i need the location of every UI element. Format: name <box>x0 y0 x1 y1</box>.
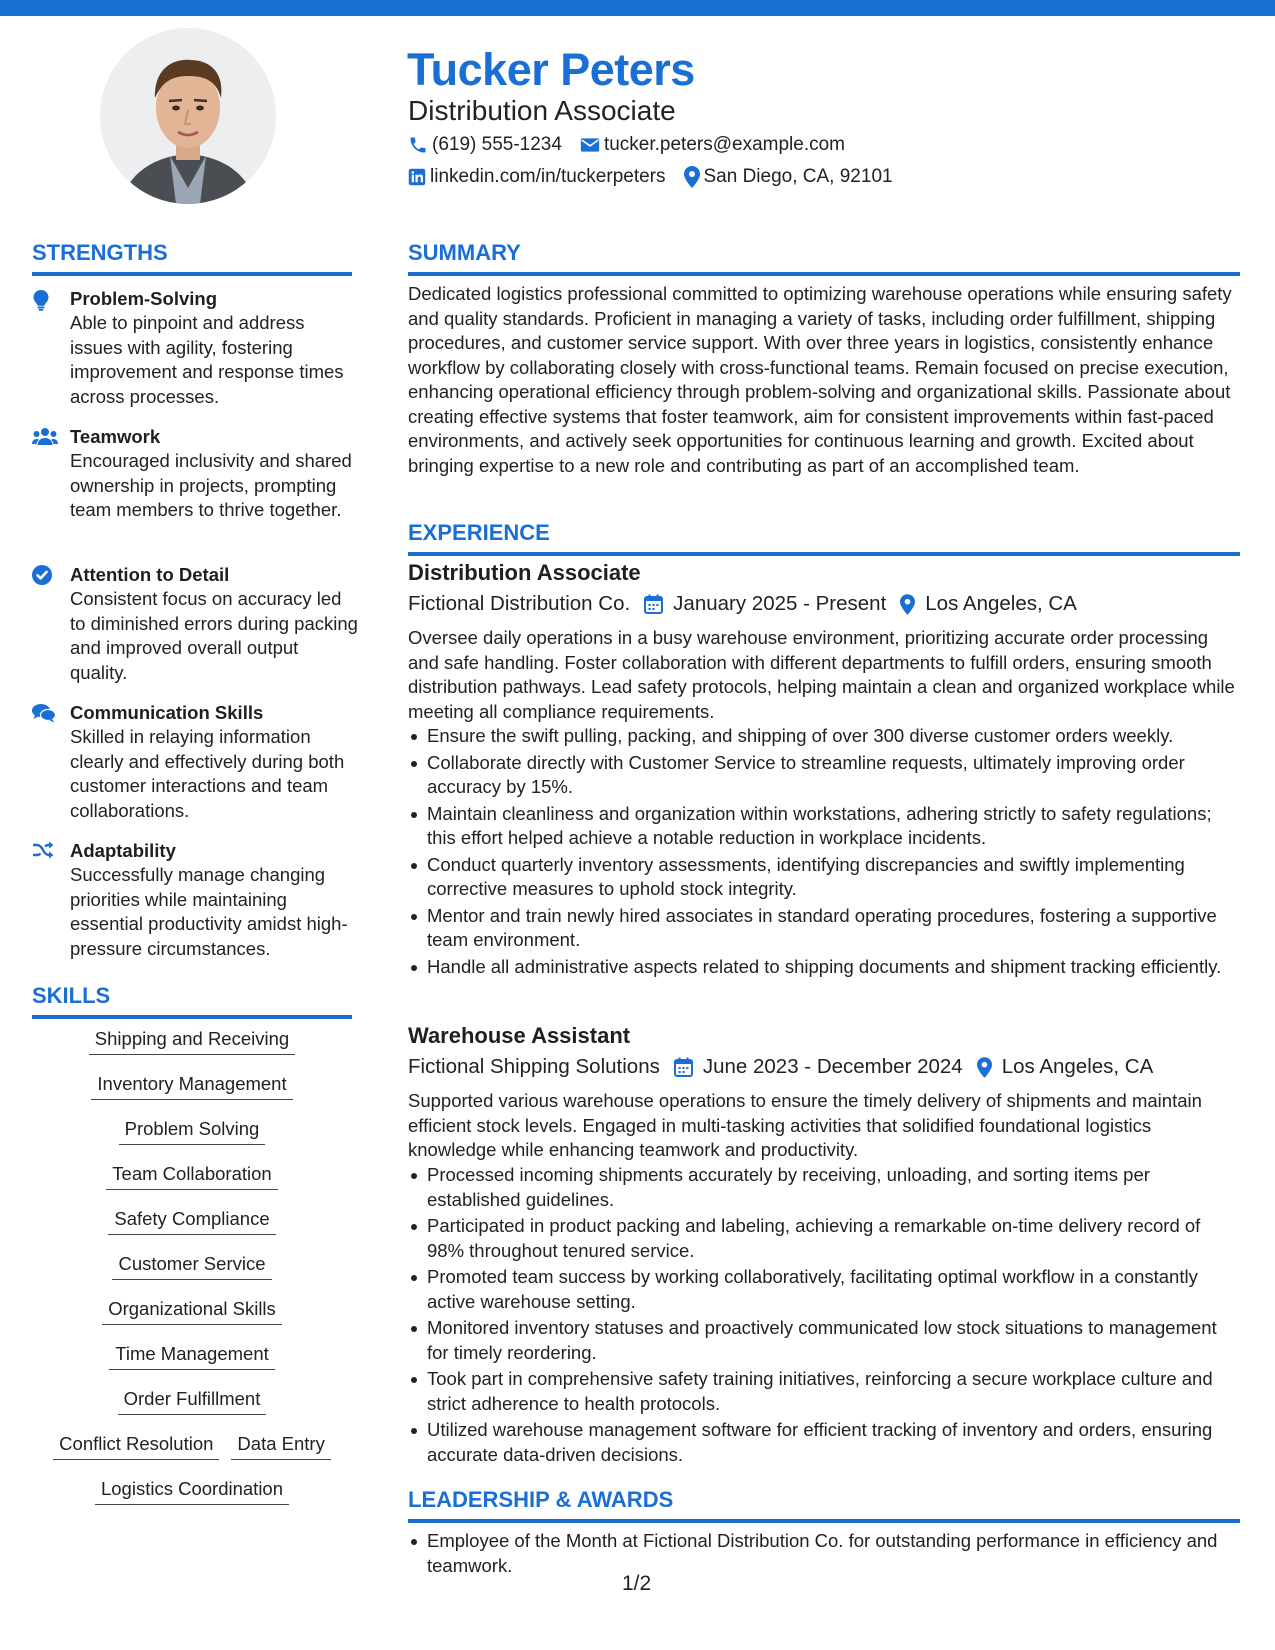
strength-title: Teamwork <box>70 426 161 447</box>
job-location: Los Angeles, CA <box>1001 1055 1154 1078</box>
strength-description: Encouraged inclusivity and shared ownership in projects, prompting team members to thrive together. <box>70 450 352 520</box>
profile-photo <box>100 28 276 204</box>
candidate-title: Distribution Associate <box>408 95 676 126</box>
linkedin-icon <box>408 168 426 186</box>
leadership-bullets <box>408 1529 1240 1580</box>
calendar-icon <box>674 1057 693 1077</box>
phone-item <box>408 134 562 156</box>
candidate-name: Tucker Peters <box>407 44 695 95</box>
calendar-icon <box>644 594 663 614</box>
job-location-item <box>900 592 1077 616</box>
skill-tag: Organizational Skills <box>102 1298 282 1325</box>
phone-icon <box>408 135 428 155</box>
job-dates-item <box>674 1055 963 1079</box>
strengths-heading: STRENGTHS <box>32 240 352 276</box>
company-name: Fictional Shipping Solutions <box>408 1055 660 1078</box>
skill-tag: Logistics Coordination <box>95 1478 289 1505</box>
skill-tag: Customer Service <box>112 1253 271 1280</box>
strength-title: Communication Skills <box>70 702 264 723</box>
check-circle-icon <box>32 565 52 585</box>
list-item: Processed incoming shipments accurately by receiving, unloading, and sorting items per established guidelines. <box>408 1163 1240 1212</box>
location-item <box>684 166 893 188</box>
skill-tag: Data Entry <box>231 1433 330 1460</box>
leadership-heading: LEADERSHIP & AWARDS <box>408 1487 1240 1523</box>
skill-tag: Shipping and Receiving <box>89 1028 295 1055</box>
list-item: Maintain cleanliness and organization within workstations, adhering strictly to safety regulations; this effort helped achieve a notable reduction in workplace incidents. <box>408 802 1240 851</box>
skills-heading: SKILLS <box>32 983 352 1019</box>
chat-icon <box>32 703 56 723</box>
phone-text: (619) 555-1234 <box>432 134 562 155</box>
job-bullets <box>408 1163 1240 1469</box>
list-item: Collaborate directly with Customer Service to streamline requests, ultimately improving order accuracy by 15%. <box>408 751 1240 800</box>
job-description: Oversee daily operations in a busy warehouse environment, prioritizing accurate order processing and safe handling. Foster collaboration with different departments to fulfill orders, ensuring smooth distribution pathways. Lead safety protocols, helping maintain a clean and organized workplace while meeting all compliance requirements. <box>408 627 1235 722</box>
list-item: Promoted team success by working collaboratively, facilitating optimal workflow in a constantly active warehouse setting. <box>408 1265 1240 1314</box>
page-number: 1/2 <box>622 1572 652 1595</box>
list-item: Employee of the Month at Fictional Distribution Co. for outstanding performance in efficiency and teamwork. <box>408 1529 1240 1578</box>
job-bullets <box>408 724 1240 981</box>
skill-tag: Inventory Management <box>91 1073 292 1100</box>
strength-description: Consistent focus on accuracy led to diminished errors during packing and improved overall output quality. <box>70 588 358 683</box>
email-text[interactable]: tucker.peters@example.com <box>603 134 845 155</box>
strength-title: Problem-Solving <box>70 288 217 309</box>
job-dates-item <box>644 592 886 616</box>
linkedin-text[interactable]: linkedin.com/in/tuckerpeters <box>430 166 666 187</box>
skills-list <box>32 1028 352 1523</box>
strength-item <box>32 700 362 823</box>
lightbulb-icon <box>32 289 50 311</box>
job-title: Warehouse Assistant <box>408 1023 631 1048</box>
skill-tag: Conflict Resolution <box>53 1433 219 1460</box>
job-description: Supported various warehouse operations to ensure the timely delivery of shipments and maintain efficient stock levels. Engaged in multi-tasking activities that solidified foundational logistics knowledge while enhancing teamwork and productivity. <box>408 1090 1202 1160</box>
list-item: Took part in comprehensive safety training initiatives, reinforcing a secure workplace culture and strict adherence to health protocols. <box>408 1367 1240 1416</box>
email-item[interactable] <box>580 134 845 156</box>
summary-text: Dedicated logistics professional committed to optimizing warehouse operations while ensuring safety and quality standards. Proficient in managing a variety of tasks, including order fulfillment, shipping procedures, and customer service support. With over three years in logistics, consistently enhance workflow by collaborating closely with cross-functional teams. Remain focused on precise execution, enhancing operational efficiency through problem-solving and organizational skills. Passionate about creating effective systems that foster teamwork, aim for consistent improvements within fast-paced environments, and actively seek opportunities for continuous learning and growth. Excited about bringing expertise to a new role and contributing as part of an accomplished team. <box>408 283 1232 476</box>
strength-item <box>32 424 362 523</box>
map-pin-icon <box>900 594 915 615</box>
skill-tag: Time Management <box>109 1343 275 1370</box>
strength-item <box>32 562 362 685</box>
strength-description: Able to pinpoint and address issues with agility, fostering improvement and response times across processes. <box>70 312 344 407</box>
job-dates: June 2023 - December 2024 <box>702 1055 963 1078</box>
skill-tag: Order Fulfillment <box>118 1388 267 1415</box>
job-title: Distribution Associate <box>408 560 641 585</box>
skill-tag: Safety Compliance <box>108 1208 275 1235</box>
list-item: Conduct quarterly inventory assessments, identifying discrepancies and swiftly implementing corrective measures to uphold stock integrity. <box>408 853 1240 902</box>
summary-heading: SUMMARY <box>408 240 1240 276</box>
strength-item <box>32 286 362 409</box>
list-item: Utilized warehouse management software for efficient tracking of inventory and orders, ensuring accurate data-driven decisions. <box>408 1418 1240 1467</box>
linkedin-item[interactable] <box>408 166 666 188</box>
list-item: Mentor and train newly hired associates in standard operating procedures, fostering a supportive team environment. <box>408 904 1240 953</box>
envelope-icon <box>580 136 600 154</box>
job-meta <box>408 1055 1167 1079</box>
job-meta <box>408 592 1091 616</box>
job-location: Los Angeles, CA <box>925 592 1077 615</box>
job-location-item <box>977 1055 1154 1079</box>
skill-tag: Problem Solving <box>119 1118 266 1145</box>
strength-description: Skilled in relaying information clearly and effectively during both customer interactions and team collaborations. <box>70 726 345 821</box>
skill-tag: Team Collaboration <box>106 1163 277 1190</box>
users-icon <box>32 427 58 447</box>
map-pin-icon <box>977 1057 992 1078</box>
strength-item <box>32 838 362 961</box>
location-text: San Diego, CA, 92101 <box>703 166 893 187</box>
company-name: Fictional Distribution Co. <box>408 592 631 615</box>
contact-row-1 <box>408 134 863 156</box>
experience-heading: EXPERIENCE <box>408 520 1240 556</box>
list-item: Participated in product packing and labeling, achieving a remarkable on-time delivery record of 98% throughout tenured service. <box>408 1214 1240 1263</box>
shuffle-icon <box>32 841 54 859</box>
job-dates: January 2025 - Present <box>673 592 887 615</box>
list-item: Handle all administrative aspects related to shipping documents and shipment tracking efficiently. <box>408 955 1240 980</box>
strength-title: Adaptability <box>70 840 176 861</box>
contact-row-2 <box>408 166 911 188</box>
list-item: Monitored inventory statuses and proactively communicated low stock situations to management for timely reordering. <box>408 1316 1240 1365</box>
strength-description: Successfully manage changing priorities while maintaining essential productivity amidst high-pressure circumstances. <box>70 864 348 959</box>
list-item: Ensure the swift pulling, packing, and shipping of over 300 diverse customer orders weekly. <box>408 724 1240 749</box>
strength-title: Attention to Detail <box>70 564 230 585</box>
map-pin-icon <box>684 166 700 188</box>
top-accent-bar <box>0 0 1275 16</box>
